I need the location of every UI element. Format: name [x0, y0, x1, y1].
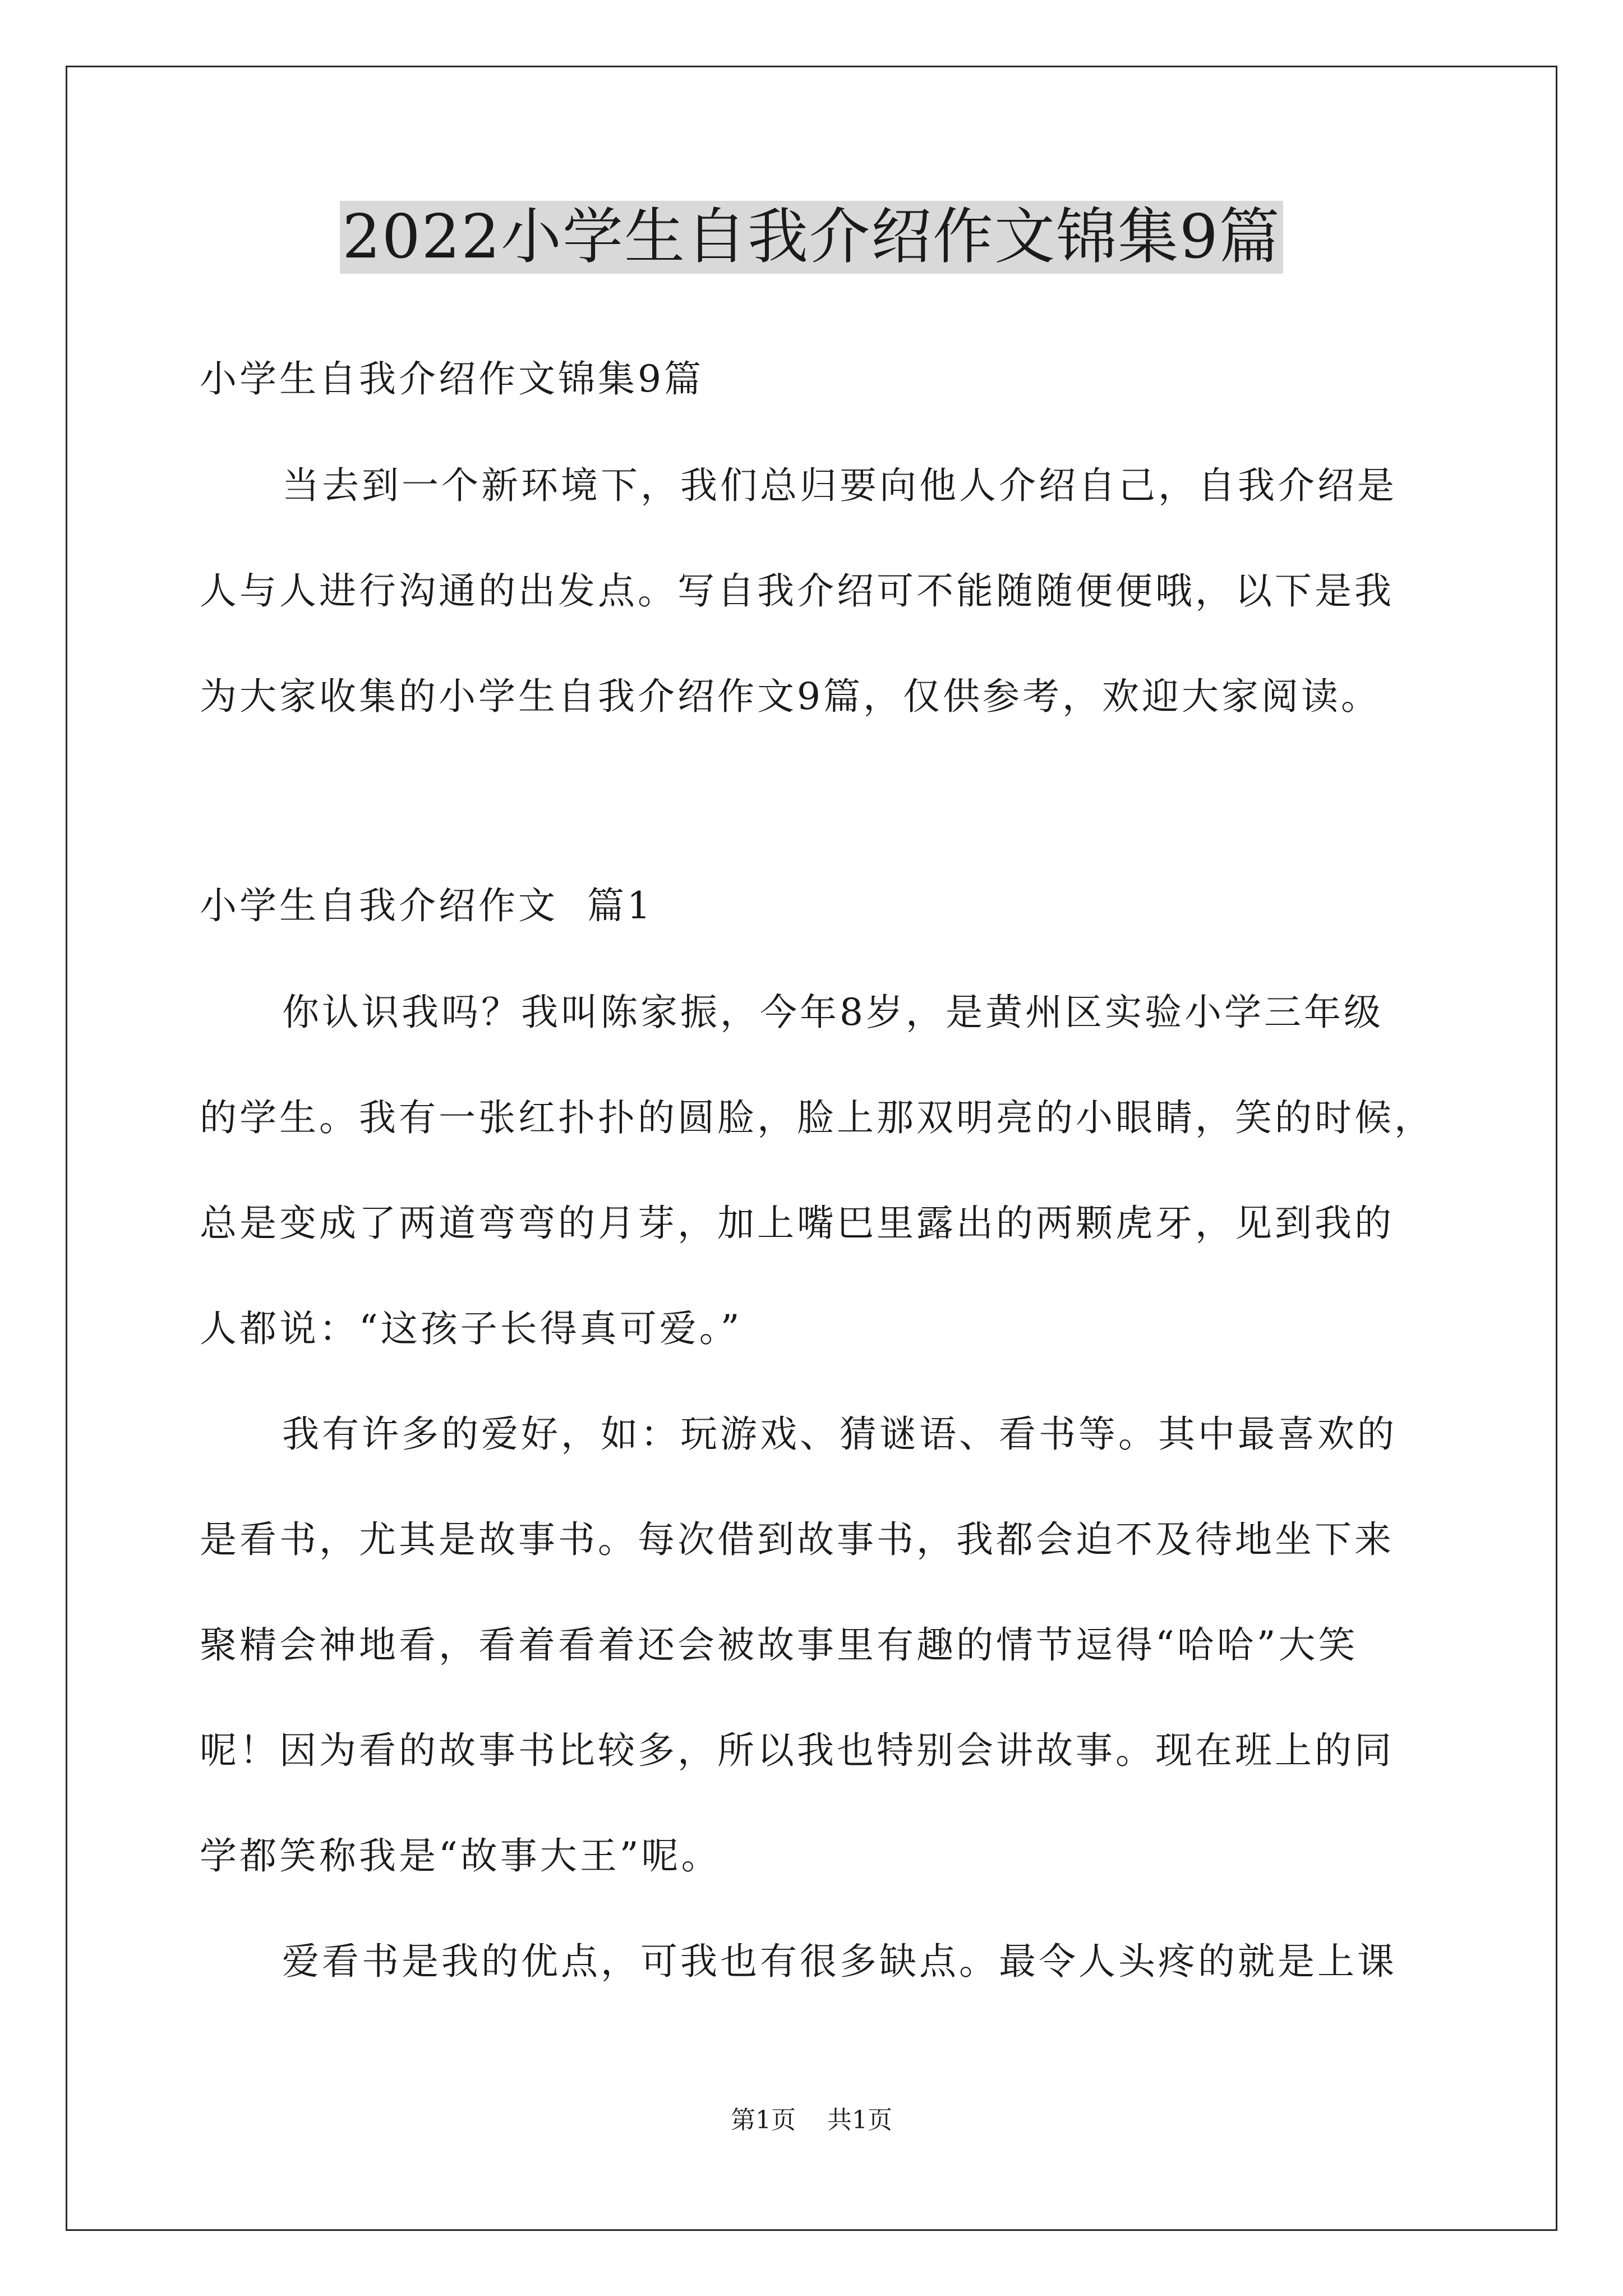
intro-line: 当去到一个新环境下，我们总归要向他人介绍自己，自我介绍是 [282, 464, 1397, 507]
paragraph-line: 聚精会神地看，看着看着还会被故事里有趣的情节逗得“哈哈”大笑 [200, 1623, 1358, 1667]
paragraph-line: 呢！因为看的故事书比较多，所以我也特别会讲故事。现在班上的同 [200, 1729, 1394, 1772]
paragraph-line: 学都笑称我是“故事大王”呢。 [200, 1834, 721, 1878]
paragraph-line: 人都说：“这孩子长得真可爱。” [200, 1307, 743, 1350]
paragraph-line: 你认识我吗？我叫陈家振，今年8岁，是黄州区实验小学三年级 [282, 991, 1384, 1034]
paragraph-line: 我有许多的爱好，如：玩游戏、猜谜语、看书等。其中最喜欢的 [282, 1412, 1397, 1456]
paragraph-line: 的学生。我有一张红扑扑的圆脸，脸上那双明亮的小眼睛，笑的时候， [200, 1096, 1434, 1139]
document-title: 2022小学生自我介绍作文锦集9篇 [340, 201, 1283, 274]
paragraph-line: 总是变成了两道弯弯的月芽，加上嘴巴里露出的两颗虎牙，见到我的 [200, 1202, 1394, 1245]
section-heading: 小学生自我介绍作文 篇1 [200, 884, 653, 927]
paragraph-line: 爱看书是我的优点，可我也有很多缺点。最令人头疼的就是上课 [282, 1940, 1397, 1983]
page-footer [0, 2104, 1623, 2137]
paragraph-line: 是看书，尤其是故事书。每次借到故事书，我都会迫不及待地坐下来 [200, 1518, 1394, 1561]
page-number: 第1页 共1页 [731, 2106, 892, 2134]
title-container [0, 201, 1623, 274]
document-subtitle: 小学生自我介绍作文锦集9篇 [200, 357, 704, 401]
intro-line: 为大家收集的小学生自我介绍作文9篇，仅供参考，欢迎大家阅读。 [200, 675, 1381, 718]
intro-line: 人与人进行沟通的出发点。写自我介绍可不能随随便便哦，以下是我 [200, 569, 1394, 613]
